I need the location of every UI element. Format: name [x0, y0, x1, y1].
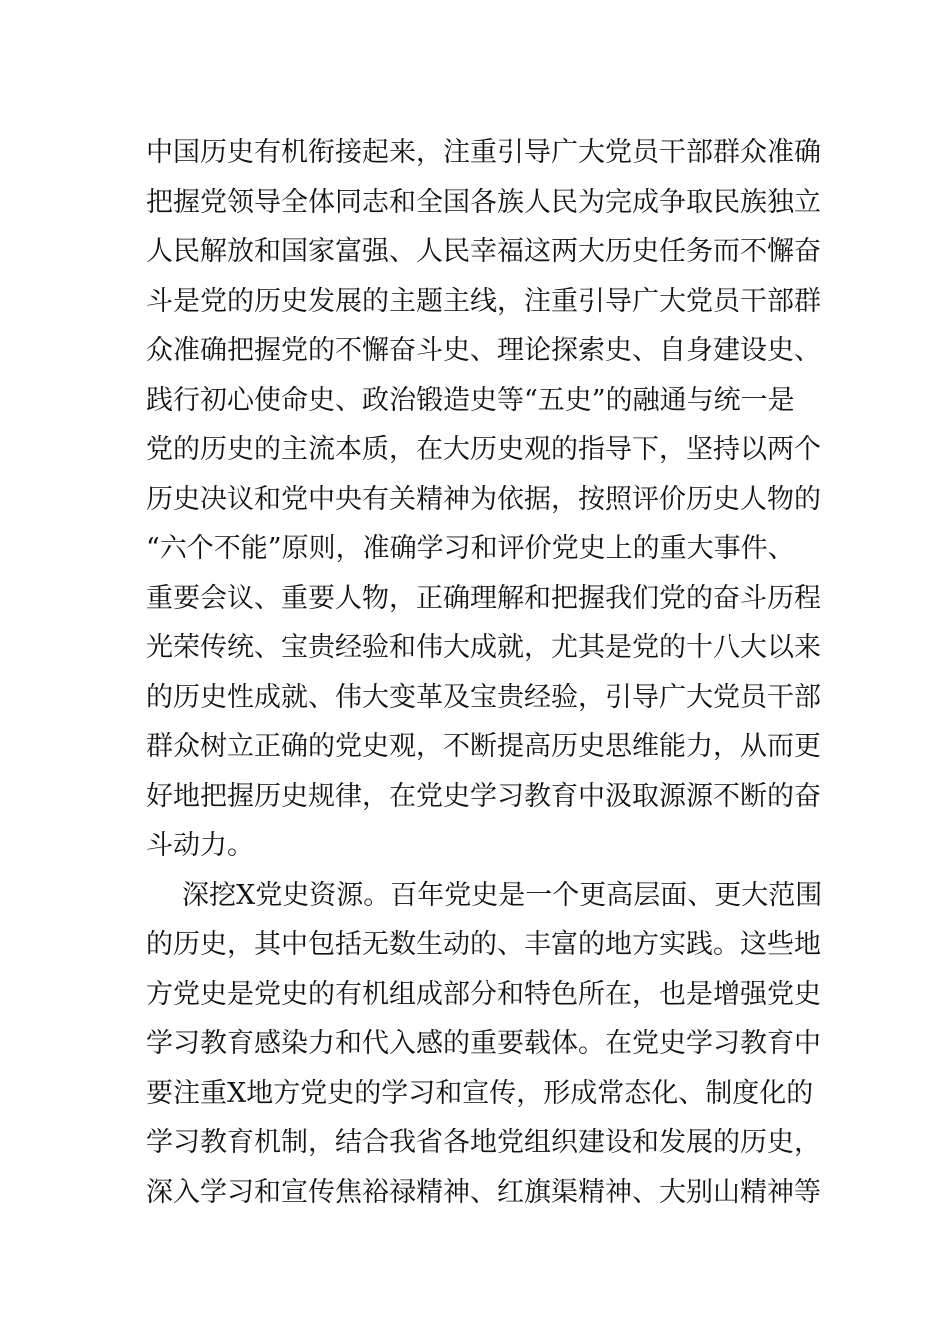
- text-line: 深入学习和宣传焦裕禄精神、红旗渠精神、大别山精神等: [146, 1176, 821, 1208]
- text-line: 斗动力。: [146, 830, 254, 861]
- text-line: 群众树立正确的党史观，不断提高历史思维能力，从而更: [146, 731, 821, 762]
- text-line: 学习教育感染力和代入感的重要载体。在党史学习教育中: [146, 1028, 821, 1059]
- text-line: 的历史，其中包括无数生动的、丰富的地方实践。这些地: [146, 929, 821, 960]
- text-line: 众准确把握党的不懈奋斗史、理论探索史、自身建设史、: [146, 335, 821, 366]
- text-line: 要注重X地方党史的学习和宣传，形成常态化、制度化的: [146, 1077, 814, 1109]
- text-line: 光荣传统、宝贵经验和伟大成就，尤其是党的十八大以来: [146, 632, 821, 663]
- text-line: 学习教育机制，结合我省各地党组织建设和发展的历史，: [146, 1127, 821, 1158]
- text-line: 好地把握历史规律，在党史学习教育中汲取源源不断的奋: [146, 780, 821, 812]
- text-line: 方党史是党史的有机组成部分和特色所在，也是增强党史: [146, 978, 821, 1010]
- text-line: 重要会议、重要人物，正确理解和把握我们党的奋斗历程: [146, 582, 821, 614]
- paragraph-start-line: 深挖X党史资源。百年党史是一个更高层面、更大范围: [182, 879, 823, 911]
- text-line: 的历史性成就、伟大变革及宝贵经验，引导广大党员干部: [146, 681, 821, 713]
- text-line: 历史决议和党中央有关精神为依据，按照评价历史人物的: [146, 483, 821, 515]
- text-line: 践行初心使命史、政治锻造史等“五史”的融通与统一是: [146, 384, 795, 416]
- text-line: 人民解放和国家富强、人民幸福这两大历史任务而不懈奋: [146, 236, 821, 267]
- text-line: 党的历史的主流本质，在大历史观的指导下，坚持以两个: [146, 434, 821, 465]
- text-line: 把握党领导全体同志和全国各族人民为完成争取民族独立: [146, 186, 821, 218]
- text-line: 中国历史有机衔接起来，注重引导广大党员干部群众准确: [146, 137, 821, 168]
- body-text: [146, 128, 823, 1217]
- text-line: “六个不能”原则，准确学习和评价党史上的重大事件、: [146, 533, 795, 564]
- text-line: 斗是党的历史发展的主题主线，注重引导广大党员干部群: [146, 285, 821, 317]
